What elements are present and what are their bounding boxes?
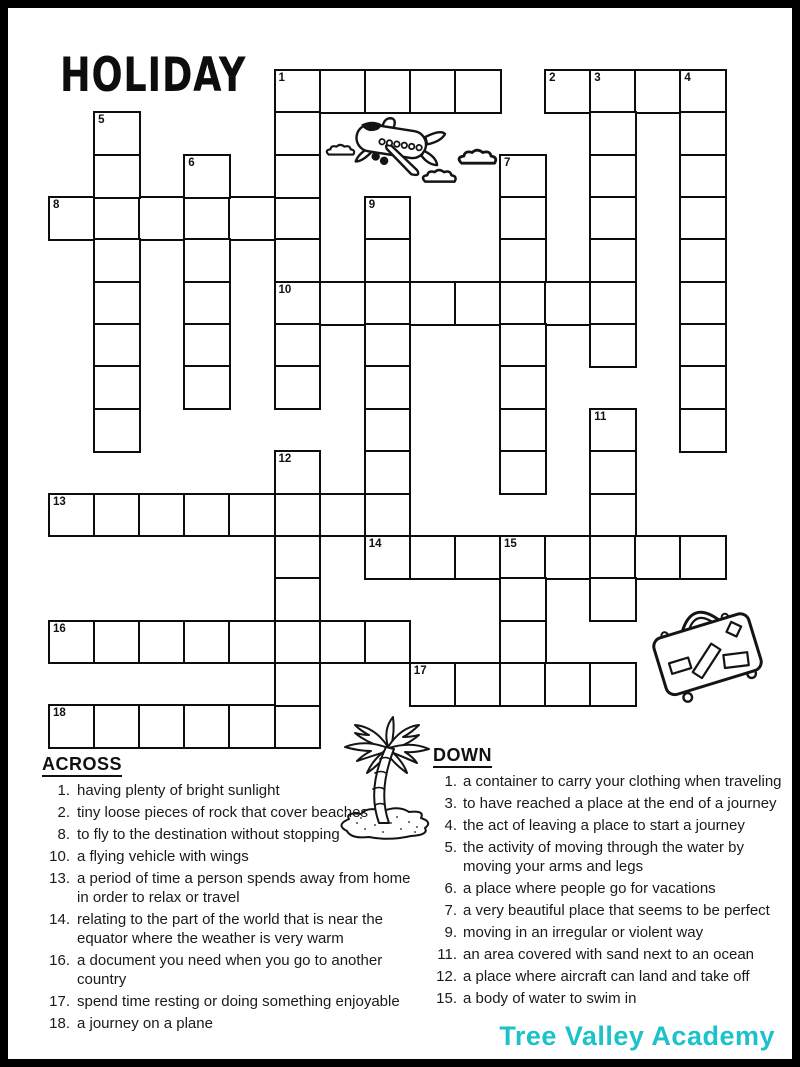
- grid-cell-r14c11[interactable]: [544, 662, 592, 707]
- grid-cell-r4c1[interactable]: [93, 238, 141, 283]
- grid-cell-r10c6[interactable]: [319, 493, 367, 538]
- clue-number: 14.: [49, 911, 70, 928]
- cell-number: 8: [53, 199, 60, 212]
- down-clue-15: [433, 989, 791, 1008]
- grid-cell-r10c3[interactable]: [183, 493, 231, 538]
- grid-cell-r13c5[interactable]: [274, 620, 322, 665]
- down-clue-11: [433, 945, 791, 964]
- grid-cell-r15c5[interactable]: [274, 704, 322, 749]
- grid-cell-r2c5[interactable]: [274, 154, 322, 199]
- grid-cell-r7c7[interactable]: [364, 365, 412, 410]
- clue-number: 12.: [436, 968, 457, 985]
- grid-cell-r14c10[interactable]: [499, 662, 547, 707]
- clue-text: a document you need when you go to another country: [77, 952, 383, 988]
- clue-number: 15.: [436, 990, 457, 1007]
- grid-cell-r4c14[interactable]: [679, 238, 727, 283]
- grid-cell-r3c5[interactable]: [274, 196, 322, 241]
- down-clue-1: [433, 772, 791, 791]
- grid-cell-r8c10[interactable]: [499, 408, 547, 453]
- grid-cell-r9c10[interactable]: [499, 450, 547, 495]
- grid-cell-r1c14[interactable]: [679, 111, 727, 156]
- grid-cell-r5c1[interactable]: [93, 281, 141, 326]
- grid-cell-r11c12[interactable]: [589, 535, 637, 580]
- grid-cell-r13c1[interactable]: [93, 620, 141, 665]
- grid-cell-r11c5[interactable]: [274, 535, 322, 580]
- grid-cell-r3c7[interactable]: [364, 196, 412, 241]
- grid-cell-r3c14[interactable]: [679, 196, 727, 241]
- grid-cell-r2c14[interactable]: [679, 154, 727, 199]
- grid-cell-r6c1[interactable]: [93, 323, 141, 368]
- grid-cell-r5c6[interactable]: [319, 281, 367, 326]
- grid-cell-r5c5[interactable]: [274, 281, 322, 326]
- clue-text: relating to the part of the world that is near the equator where the weather is very warm: [77, 911, 384, 947]
- cell-number: 13: [53, 495, 66, 508]
- grid-cell-r13c10[interactable]: [499, 620, 547, 665]
- clue-text: spend time resting or doing something enjoyable: [77, 993, 400, 1010]
- branding: Tree Valley Academy: [499, 1021, 775, 1051]
- grid-cell-r0c11[interactable]: [544, 69, 592, 114]
- grid-cell-r10c5[interactable]: [274, 493, 322, 538]
- grid-cell-r10c2[interactable]: [138, 493, 186, 538]
- grid-cell-r10c0[interactable]: [48, 493, 96, 538]
- down-clue-6: [433, 879, 791, 898]
- grid-cell-r13c7[interactable]: [364, 620, 412, 665]
- grid-cell-r4c5[interactable]: [274, 238, 322, 283]
- grid-cell-r2c10[interactable]: [499, 154, 547, 199]
- clue-number: 13.: [49, 870, 70, 887]
- clue-number: 18.: [49, 1015, 70, 1032]
- down-clue-3: [433, 794, 791, 813]
- clue-text: a place where aircraft can land and take off: [463, 968, 750, 985]
- clue-number: 4.: [444, 817, 457, 834]
- grid-cell-r6c7[interactable]: [364, 323, 412, 368]
- across-clue-2: [42, 803, 426, 822]
- grid-cell-r4c7[interactable]: [364, 238, 412, 283]
- grid-cell-r3c0[interactable]: [48, 196, 96, 241]
- grid-cell-r8c14[interactable]: [679, 408, 727, 453]
- grid-cell-r6c3[interactable]: [183, 323, 231, 368]
- clue-text: a journey on a plane: [77, 1015, 213, 1032]
- grid-cell-r3c2[interactable]: [138, 196, 186, 241]
- down-clue-4: [433, 816, 791, 835]
- plane-body: [352, 113, 446, 178]
- grid-cell-r4c10[interactable]: [499, 238, 547, 283]
- grid-cell-r13c0[interactable]: [48, 620, 96, 665]
- clue-text: to fly to the destination without stopping: [77, 826, 340, 843]
- grid-cell-r15c0[interactable]: [48, 704, 96, 749]
- clue-number: 9.: [444, 924, 457, 941]
- grid-cell-r15c4[interactable]: [228, 704, 276, 749]
- grid-cell-r14c9[interactable]: [454, 662, 502, 707]
- grid-cell-r8c12[interactable]: [589, 408, 637, 453]
- clue-text: the activity of moving through the water by moving your arms and legs: [463, 839, 744, 875]
- cell-number: 18: [53, 707, 66, 720]
- cell-number: 17: [413, 664, 427, 677]
- grid-cell-r12c12[interactable]: [589, 577, 637, 622]
- across-clue-18: [42, 1014, 426, 1033]
- grid-cell-r5c9[interactable]: [454, 281, 502, 326]
- across-header: ACROSS: [42, 755, 122, 777]
- suitcase-icon: [644, 589, 769, 703]
- grid-cell-r3c3[interactable]: [183, 196, 231, 241]
- down-clue-12: [433, 967, 791, 986]
- across-clue-14: [42, 910, 426, 948]
- across-clue-1: [42, 781, 426, 800]
- grid-cell-r2c12[interactable]: [589, 154, 637, 199]
- cell-number: 15: [504, 537, 517, 550]
- clue-text: the act of leaving a place to start a journey: [463, 817, 745, 834]
- grid-cell-r7c1[interactable]: [93, 365, 141, 410]
- grid-cell-r15c3[interactable]: [183, 704, 231, 749]
- grid-cell-r7c3[interactable]: [183, 365, 231, 410]
- across-section: [42, 755, 426, 1036]
- cell-number: 6: [188, 156, 195, 169]
- grid-cell-r10c4[interactable]: [228, 493, 276, 538]
- down-header: DOWN: [433, 746, 492, 768]
- cloud-icon: [327, 145, 354, 155]
- grid-cell-r4c3[interactable]: [183, 238, 231, 283]
- grid-cell-r13c3[interactable]: [183, 620, 231, 665]
- grid-cell-r9c5[interactable]: [274, 450, 322, 495]
- clue-text: a very beautiful place that seems to be perfect: [463, 902, 770, 919]
- grid-cell-r13c6[interactable]: [319, 620, 367, 665]
- grid-cell-r11c14[interactable]: [679, 535, 727, 580]
- clue-number: 1.: [444, 773, 457, 790]
- clue-text: having plenty of bright sunlight: [77, 782, 280, 799]
- grid-cell-r7c14[interactable]: [679, 365, 727, 410]
- grid-cell-r14c5[interactable]: [274, 662, 322, 707]
- across-clue-8: [42, 825, 426, 844]
- clue-number: 1.: [57, 782, 70, 799]
- cloud-icon: [459, 150, 496, 163]
- grid-cell-r10c7[interactable]: [364, 493, 412, 538]
- clue-number: 7.: [444, 902, 457, 919]
- cloud-icon: [423, 170, 456, 182]
- grid-cell-r1c1[interactable]: [93, 111, 141, 156]
- down-clue-7: [433, 901, 791, 920]
- clue-number: 11.: [437, 946, 457, 963]
- clue-text: tiny loose pieces of rock that cover beaches: [77, 804, 368, 821]
- grid-cell-r15c1[interactable]: [93, 704, 141, 749]
- grid-cell-r12c5[interactable]: [274, 577, 322, 622]
- airplane-illustration: [318, 108, 503, 197]
- grid-cell-r13c4[interactable]: [228, 620, 276, 665]
- clue-text: to have reached a place at the end of a journey: [463, 795, 777, 812]
- grid-cell-r3c1[interactable]: [93, 196, 141, 241]
- across-clue-list: [42, 781, 426, 1033]
- grid-cell-r7c5[interactable]: [274, 365, 322, 410]
- cell-number: 16: [53, 622, 66, 635]
- grid-cell-r14c12[interactable]: [589, 662, 637, 707]
- clue-number: 3.: [444, 795, 457, 812]
- grid-cell-r0c13[interactable]: [634, 69, 682, 114]
- down-clue-5: [433, 838, 791, 876]
- grid-cell-r8c7[interactable]: [364, 408, 412, 453]
- across-clue-13: [42, 869, 426, 907]
- suitcase-illustration: [644, 589, 769, 708]
- grid-cell-r6c10[interactable]: [499, 323, 547, 368]
- down-clue-9: [433, 923, 791, 942]
- grid-cell-r5c8[interactable]: [409, 281, 457, 326]
- clue-text: moving in an irregular or violent way: [463, 924, 704, 941]
- grid-cell-r14c8[interactable]: [409, 662, 457, 707]
- cell-number: 10: [278, 283, 292, 296]
- grid-cell-r12c10[interactable]: [499, 577, 547, 622]
- grid-cell-r2c3[interactable]: [183, 154, 231, 199]
- grid-cell-r6c5[interactable]: [274, 323, 322, 368]
- clue-number: 10.: [49, 848, 70, 865]
- grid-cell-r6c12[interactable]: [589, 323, 637, 368]
- cell-number: 4: [684, 72, 691, 84]
- grid-cell-r0c5[interactable]: [274, 69, 322, 114]
- grid-cell-r1c5[interactable]: [274, 111, 322, 156]
- clue-text: an area covered with sand next to an ocean: [463, 946, 755, 963]
- down-clue-list: [433, 772, 791, 1008]
- clue-number: 5.: [444, 839, 457, 856]
- grid-cell-r15c2[interactable]: [138, 704, 186, 749]
- grid-cell-r10c12[interactable]: [589, 493, 637, 538]
- cell-number: 11: [594, 410, 607, 423]
- clue-text: a container to carry your clothing when traveling: [463, 773, 782, 790]
- cell-number: 5: [98, 114, 105, 127]
- grid-cell-r7c10[interactable]: [499, 365, 547, 410]
- cell-number: 14: [368, 537, 382, 550]
- clue-number: 16.: [49, 952, 70, 969]
- cell-number: 2: [549, 72, 556, 84]
- grid-cell-r4c12[interactable]: [589, 238, 637, 283]
- clue-number: 17.: [49, 993, 70, 1010]
- cell-number: 9: [368, 199, 376, 212]
- grid-cell-r2c1[interactable]: [93, 154, 141, 199]
- grid-cell-r8c1[interactable]: [93, 408, 141, 453]
- clue-number: 2.: [57, 804, 70, 821]
- airplane-icon: [318, 108, 503, 192]
- grid-cell-r11c9[interactable]: [454, 535, 502, 580]
- clue-text: a flying vehicle with wings: [77, 848, 249, 865]
- cell-number: 12: [278, 453, 292, 466]
- grid-cell-r3c4[interactable]: [228, 196, 276, 241]
- grid-cell-r5c3[interactable]: [183, 281, 231, 326]
- clue-text: a body of water to swim in: [463, 990, 637, 1007]
- grid-cell-r11c7[interactable]: [364, 535, 412, 580]
- grid-cell-r3c10[interactable]: [499, 196, 547, 241]
- clue-number: 8.: [57, 826, 70, 843]
- across-clue-10: [42, 847, 426, 866]
- cell-number: 1: [278, 72, 285, 84]
- grid-cell-r0c14[interactable]: [679, 69, 727, 114]
- grid-cell-r11c11[interactable]: [544, 535, 592, 580]
- across-clue-16: [42, 951, 426, 989]
- grid-cell-r6c14[interactable]: [679, 323, 727, 368]
- grid-cell-r11c10[interactable]: [499, 535, 547, 580]
- grid-cell-r3c12[interactable]: [589, 196, 637, 241]
- grid-cell-r5c12[interactable]: [589, 281, 637, 326]
- grid-cell-r13c2[interactable]: [138, 620, 186, 665]
- grid-cell-r5c14[interactable]: [679, 281, 727, 326]
- page-title: HOLIDAY: [60, 48, 247, 103]
- grid-cell-r0c12[interactable]: [589, 69, 637, 114]
- grid-cell-r1c12[interactable]: [589, 111, 637, 156]
- grid-cell-r5c7[interactable]: [364, 281, 412, 326]
- clue-text: a period of time a person spends away from home in order to relax or travel: [77, 870, 411, 906]
- clue-text: a place where people go for vacations: [463, 880, 716, 897]
- grid-cell-r11c13[interactable]: [634, 535, 682, 580]
- clue-number: 6.: [444, 880, 457, 897]
- grid-cell-r9c12[interactable]: [589, 450, 637, 495]
- down-section: [433, 746, 791, 1011]
- across-clue-17: [42, 992, 426, 1011]
- grid-cell-r5c10[interactable]: [499, 281, 547, 326]
- grid-cell-r10c1[interactable]: [93, 493, 141, 538]
- grid-cell-r11c8[interactable]: [409, 535, 457, 580]
- cell-number: 7: [504, 156, 511, 169]
- grid-cell-r5c11[interactable]: [544, 281, 592, 326]
- cell-number: 3: [594, 72, 601, 84]
- grid-cell-r9c7[interactable]: [364, 450, 412, 495]
